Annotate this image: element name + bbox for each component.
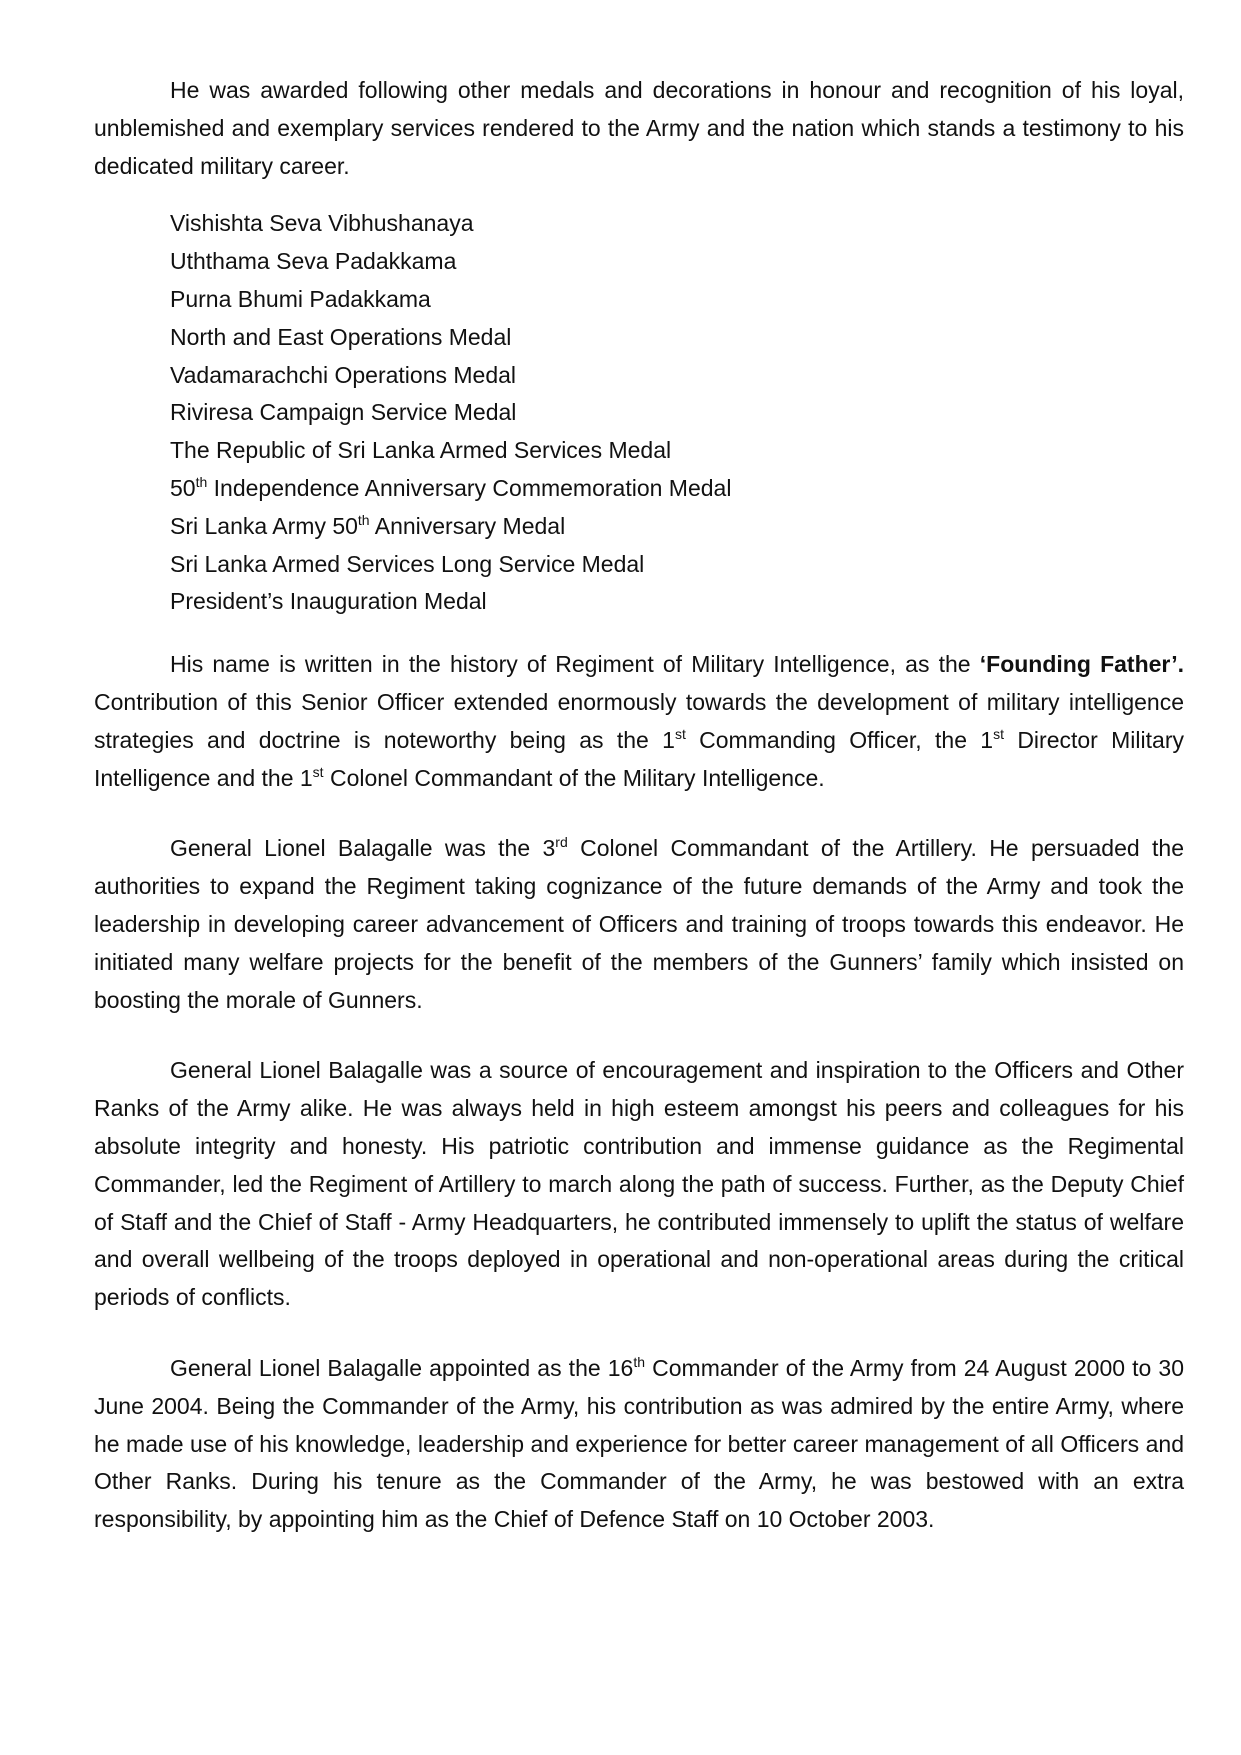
founding-father-paragraph: His name is written in the history of Regiment of Military Intelligence, as the ‘Founding Father’. Contribution of this Senior Officer extended enormously towards the development of military intelligence strategies and doctrine is noteworthy being as the 1st Commanding Officer, the 1st Director Military Intelligence and the 1st Colonel Commandant of the Military Intelligence.: [94, 651, 1184, 791]
paragraph-gap: [94, 797, 1184, 830]
medal-item: Sri Lanka Armed Services Long Service Medal: [170, 550, 645, 577]
medal-item: Vishishta Seva Vibhushanaya: [170, 210, 474, 237]
medal-item: The Republic of Sri Lanka Armed Services Medal: [170, 437, 672, 464]
medal-item: Sri Lanka Army 50th Anniversary Medal: [170, 511, 566, 539]
intro-paragraph: He was awarded following other medals and decorations in honour and recognition of his loyal, unblemished and exemplary services rendered to the Army and the nation which stands a testimony to his dedicated military career.: [94, 77, 1184, 179]
paragraph-gap: [94, 1317, 1184, 1350]
medal-item: Uththama Seva Padakkama: [170, 248, 457, 275]
medal-item: North and East Operations Medal: [170, 323, 512, 350]
document-page: [94, 72, 1184, 1539]
medals-list: [170, 205, 1184, 621]
medal-item: President’s Inauguration Medal: [170, 588, 487, 615]
medal-item: 50th Independence Anniversary Commemoration Medal: [170, 473, 732, 501]
medal-item: Vadamarachchi Operations Medal: [170, 361, 517, 388]
artillery-paragraph: General Lionel Balagalle was the 3rd Colonel Commandant of the Artillery. He persuaded the authorities to expand the Regiment taking cognizance of the future demands of the Army and took the leadership in developing career advancement of Officers and training of troops towards this endeavor. He initiated many welfare projects for the benefit of the members of the Gunners’ family which insisted on boosting the morale of Gunners.: [94, 834, 1184, 1013]
commander-paragraph: General Lionel Balagalle appointed as the 16th Commander of the Army from 24 August 2000 to 30 June 2004. Being the Commander of the Army, his contribution as was admired by the entire Army, where he made use of his knowledge, leadership and experience for better career management of all Officers and Other Ranks. During his tenure as the Commander of the Army, he was bestowed with an extra responsibility, by appointing him as the Chief of Defence Staff on 10 October 2003.: [94, 1353, 1184, 1533]
founding-father-emphasis: ‘Founding Father’.: [979, 651, 1184, 678]
medal-item: Riviresa Campaign Service Medal: [170, 399, 517, 426]
paragraph-gap: [94, 1019, 1184, 1052]
inspiration-paragraph: General Lionel Balagalle was a source of encouragement and inspiration to the Officers and Other Ranks of the Army alike. He was always held in high esteem amongst his peers and colleagues for his absolute integrity and honesty. His patriotic contribution and immense guidance as the Regimental Commander, led the Regiment of Artillery to march along the path of success. Further, as the Deputy Chief of Staff and the Chief of Staff - Army Headquarters, he contributed immensely to uplift the status of welfare and overall wellbeing of the troops deployed in operational and non-operational areas during the critical periods of conflicts.: [94, 1057, 1184, 1311]
medal-item: Purna Bhumi Padakkama: [170, 285, 431, 312]
